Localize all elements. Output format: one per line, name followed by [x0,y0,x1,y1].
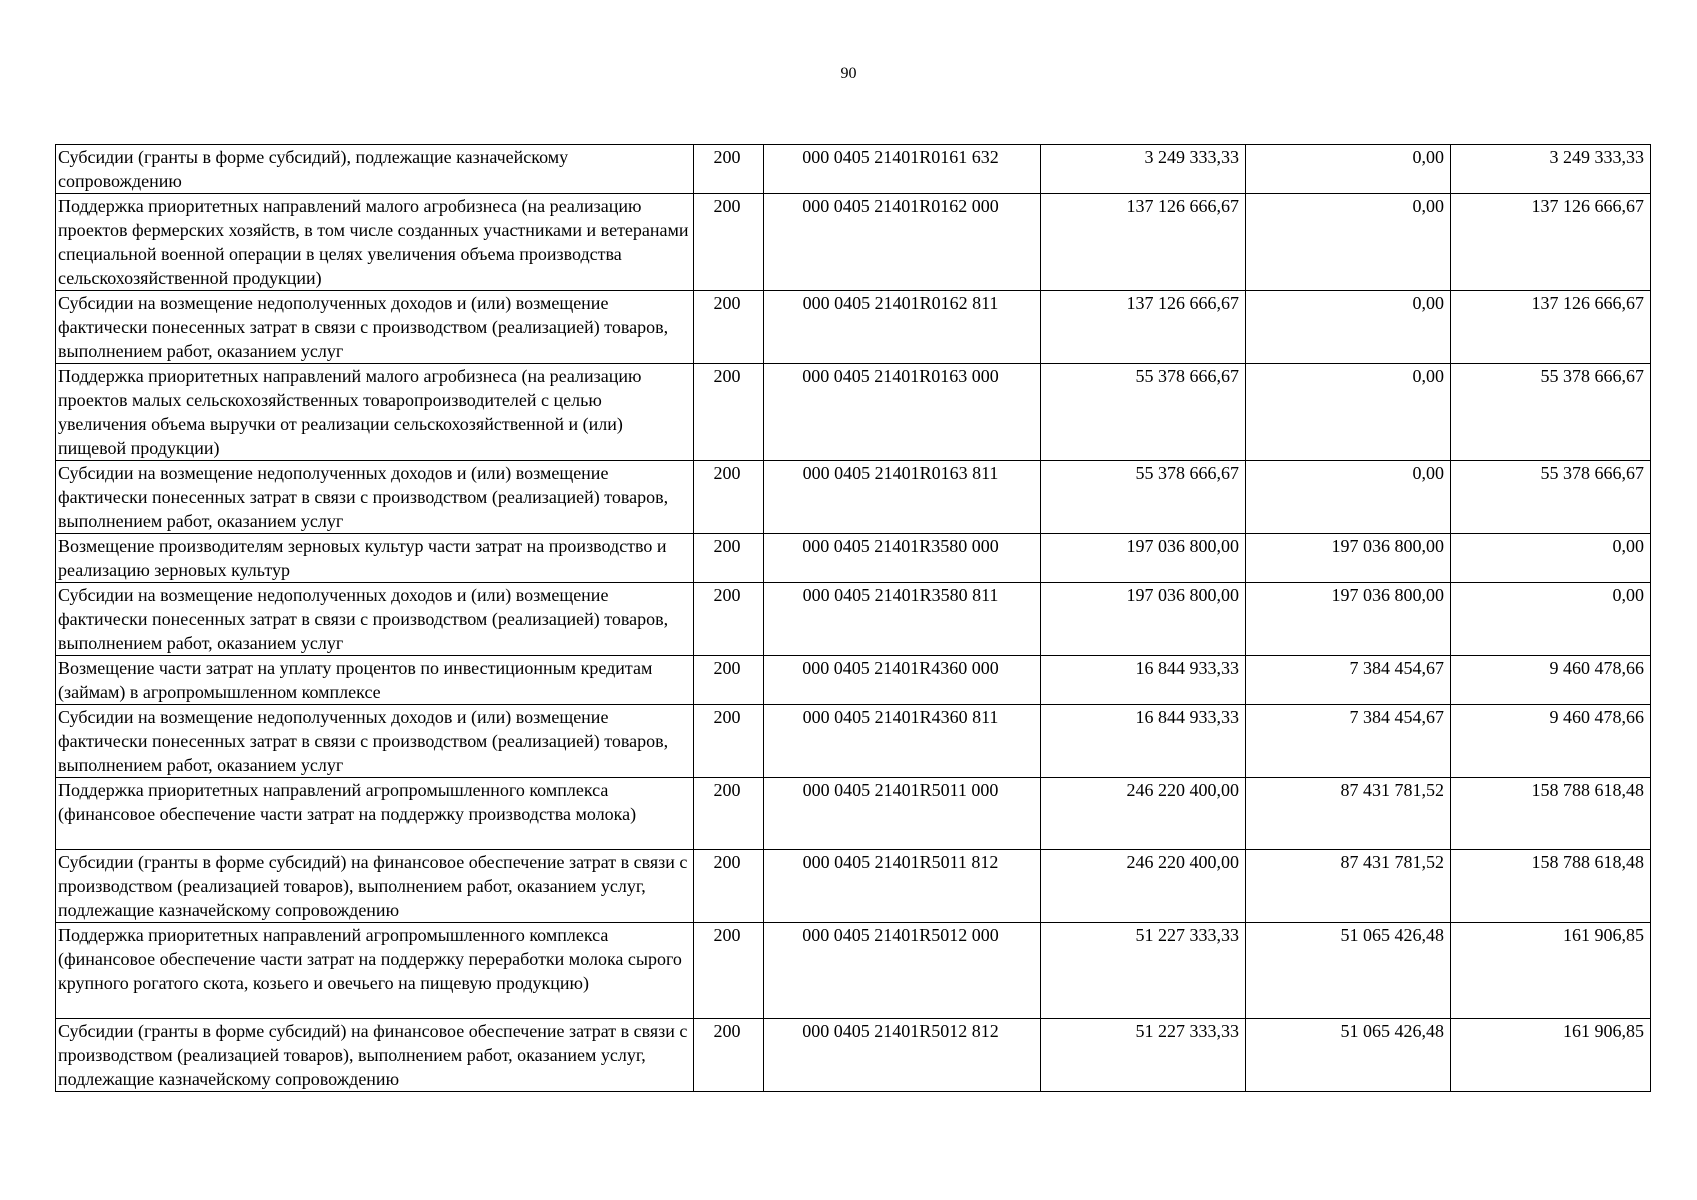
row-name: Поддержка приоритетных направлений агропромышленного комплекса (финансовое обеспечение части затрат на поддержку производства молока) [56,778,694,850]
row-executed: 51 065 426,48 [1246,923,1451,1019]
row-remaining: 137 126 666,67 [1451,291,1651,364]
row-executed: 87 431 781,52 [1246,778,1451,850]
row-name: Субсидии на возмещение недополученных доходов и (или) возмещение фактически понесенных затрат в связи с производством (реализацией) товаров, выполнением работ, оказанием услуг [56,705,694,778]
row-admin-code: 200 [694,583,764,656]
row-remaining: 0,00 [1451,583,1651,656]
row-executed: 7 384 454,67 [1246,656,1451,705]
row-budget-code: 000 0405 21401R4360 811 [764,705,1041,778]
row-admin-code: 200 [694,923,764,1019]
table-row [56,534,1651,583]
row-budget-code: 000 0405 21401R5012 000 [764,923,1041,1019]
table-row [56,705,1651,778]
table-row [56,194,1651,291]
row-budget-code: 000 0405 21401R0161 632 [764,145,1041,194]
row-admin-code: 200 [694,461,764,534]
row-executed: 0,00 [1246,461,1451,534]
row-admin-code: 200 [694,145,764,194]
row-name: Субсидии (гранты в форме субсидий), подлежащие казначейскому сопровождению [56,145,694,194]
table-row [56,778,1651,850]
row-executed: 0,00 [1246,291,1451,364]
row-budget-code: 000 0405 21401R5012 812 [764,1019,1041,1092]
row-remaining: 3 249 333,33 [1451,145,1651,194]
row-approved: 3 249 333,33 [1041,145,1246,194]
row-approved: 55 378 666,67 [1041,461,1246,534]
row-approved: 137 126 666,67 [1041,291,1246,364]
row-budget-code: 000 0405 21401R5011 812 [764,850,1041,923]
row-executed: 87 431 781,52 [1246,850,1451,923]
row-budget-code: 000 0405 21401R0162 000 [764,194,1041,291]
row-approved: 246 220 400,00 [1041,778,1246,850]
row-executed: 197 036 800,00 [1246,534,1451,583]
row-budget-code: 000 0405 21401R5011 000 [764,778,1041,850]
row-name: Субсидии (гранты в форме субсидий) на финансовое обеспечение затрат в связи с производством (реализацией товаров), выполнением работ, оказанием услуг, подлежащие казначейскому сопровождению [56,850,694,923]
row-name: Субсидии (гранты в форме субсидий) на финансовое обеспечение затрат в связи с производством (реализацией товаров), выполнением работ, оказанием услуг, подлежащие казначейскому сопровождению [56,1019,694,1092]
row-approved: 51 227 333,33 [1041,923,1246,1019]
row-admin-code: 200 [694,656,764,705]
row-remaining: 161 906,85 [1451,1019,1651,1092]
row-remaining: 137 126 666,67 [1451,194,1651,291]
row-approved: 246 220 400,00 [1041,850,1246,923]
row-approved: 55 378 666,67 [1041,364,1246,461]
row-executed: 0,00 [1246,194,1451,291]
row-name: Поддержка приоритетных направлений малого агробизнеса (на реализацию проектов малых сельскохозяйственных товаропроизводителей с целью увеличения объема выручки от реализации сельскохозяйственной и (или) пищевой продукции) [56,364,694,461]
row-name: Возмещение производителям зерновых культур части затрат на производство и реализацию зерновых культур [56,534,694,583]
row-admin-code: 200 [694,364,764,461]
row-budget-code: 000 0405 21401R3580 811 [764,583,1041,656]
table-row [56,291,1651,364]
row-approved: 137 126 666,67 [1041,194,1246,291]
row-approved: 197 036 800,00 [1041,534,1246,583]
table-row [56,850,1651,923]
row-executed: 197 036 800,00 [1246,583,1451,656]
row-name: Поддержка приоритетных направлений агропромышленного комплекса (финансовое обеспечение части затрат на поддержку переработки молока сырого крупного рогатого скота, козьего и овечьего на пищевую продукцию) [56,923,694,1019]
row-executed: 51 065 426,48 [1246,1019,1451,1092]
row-budget-code: 000 0405 21401R0163 811 [764,461,1041,534]
row-budget-code: 000 0405 21401R0162 811 [764,291,1041,364]
row-remaining: 158 788 618,48 [1451,778,1651,850]
row-approved: 51 227 333,33 [1041,1019,1246,1092]
row-remaining: 55 378 666,67 [1451,461,1651,534]
row-executed: 7 384 454,67 [1246,705,1451,778]
row-name: Субсидии на возмещение недополученных доходов и (или) возмещение фактически понесенных затрат в связи с производством (реализацией) товаров, выполнением работ, оказанием услуг [56,291,694,364]
table-row [56,656,1651,705]
row-executed: 0,00 [1246,364,1451,461]
row-name: Субсидии на возмещение недополученных доходов и (или) возмещение фактически понесенных затрат в связи с производством (реализацией) товаров, выполнением работ, оказанием услуг [56,583,694,656]
table-row [56,461,1651,534]
row-approved: 16 844 933,33 [1041,656,1246,705]
row-admin-code: 200 [694,778,764,850]
row-remaining: 55 378 666,67 [1451,364,1651,461]
table-row [56,1019,1651,1092]
page-number: 90 [840,65,857,82]
table-row [56,923,1651,1019]
row-executed: 0,00 [1246,145,1451,194]
row-admin-code: 200 [694,534,764,583]
table-row [56,145,1651,194]
row-approved: 197 036 800,00 [1041,583,1246,656]
table-row [56,583,1651,656]
row-remaining: 161 906,85 [1451,923,1651,1019]
row-name: Субсидии на возмещение недополученных доходов и (или) возмещение фактически понесенных затрат в связи с производством (реализацией) товаров, выполнением работ, оказанием услуг [56,461,694,534]
budget-table [55,144,1651,1092]
row-admin-code: 200 [694,850,764,923]
row-admin-code: 200 [694,291,764,364]
row-remaining: 9 460 478,66 [1451,656,1651,705]
row-admin-code: 200 [694,705,764,778]
row-admin-code: 200 [694,194,764,291]
row-approved: 16 844 933,33 [1041,705,1246,778]
row-remaining: 0,00 [1451,534,1651,583]
row-budget-code: 000 0405 21401R3580 000 [764,534,1041,583]
row-remaining: 158 788 618,48 [1451,850,1651,923]
row-budget-code: 000 0405 21401R4360 000 [764,656,1041,705]
row-remaining: 9 460 478,66 [1451,705,1651,778]
row-name: Поддержка приоритетных направлений малого агробизнеса (на реализацию проектов фермерских хозяйств, в том числе созданных участниками и ветеранами специальной военной операции в целях увеличения объема производства сельскохозяйственной продукции) [56,194,694,291]
row-budget-code: 000 0405 21401R0163 000 [764,364,1041,461]
row-name: Возмещение части затрат на уплату процентов по инвестиционным кредитам (займам) в агропромышленном комплексе [56,656,694,705]
row-admin-code: 200 [694,1019,764,1092]
table-row [56,364,1651,461]
